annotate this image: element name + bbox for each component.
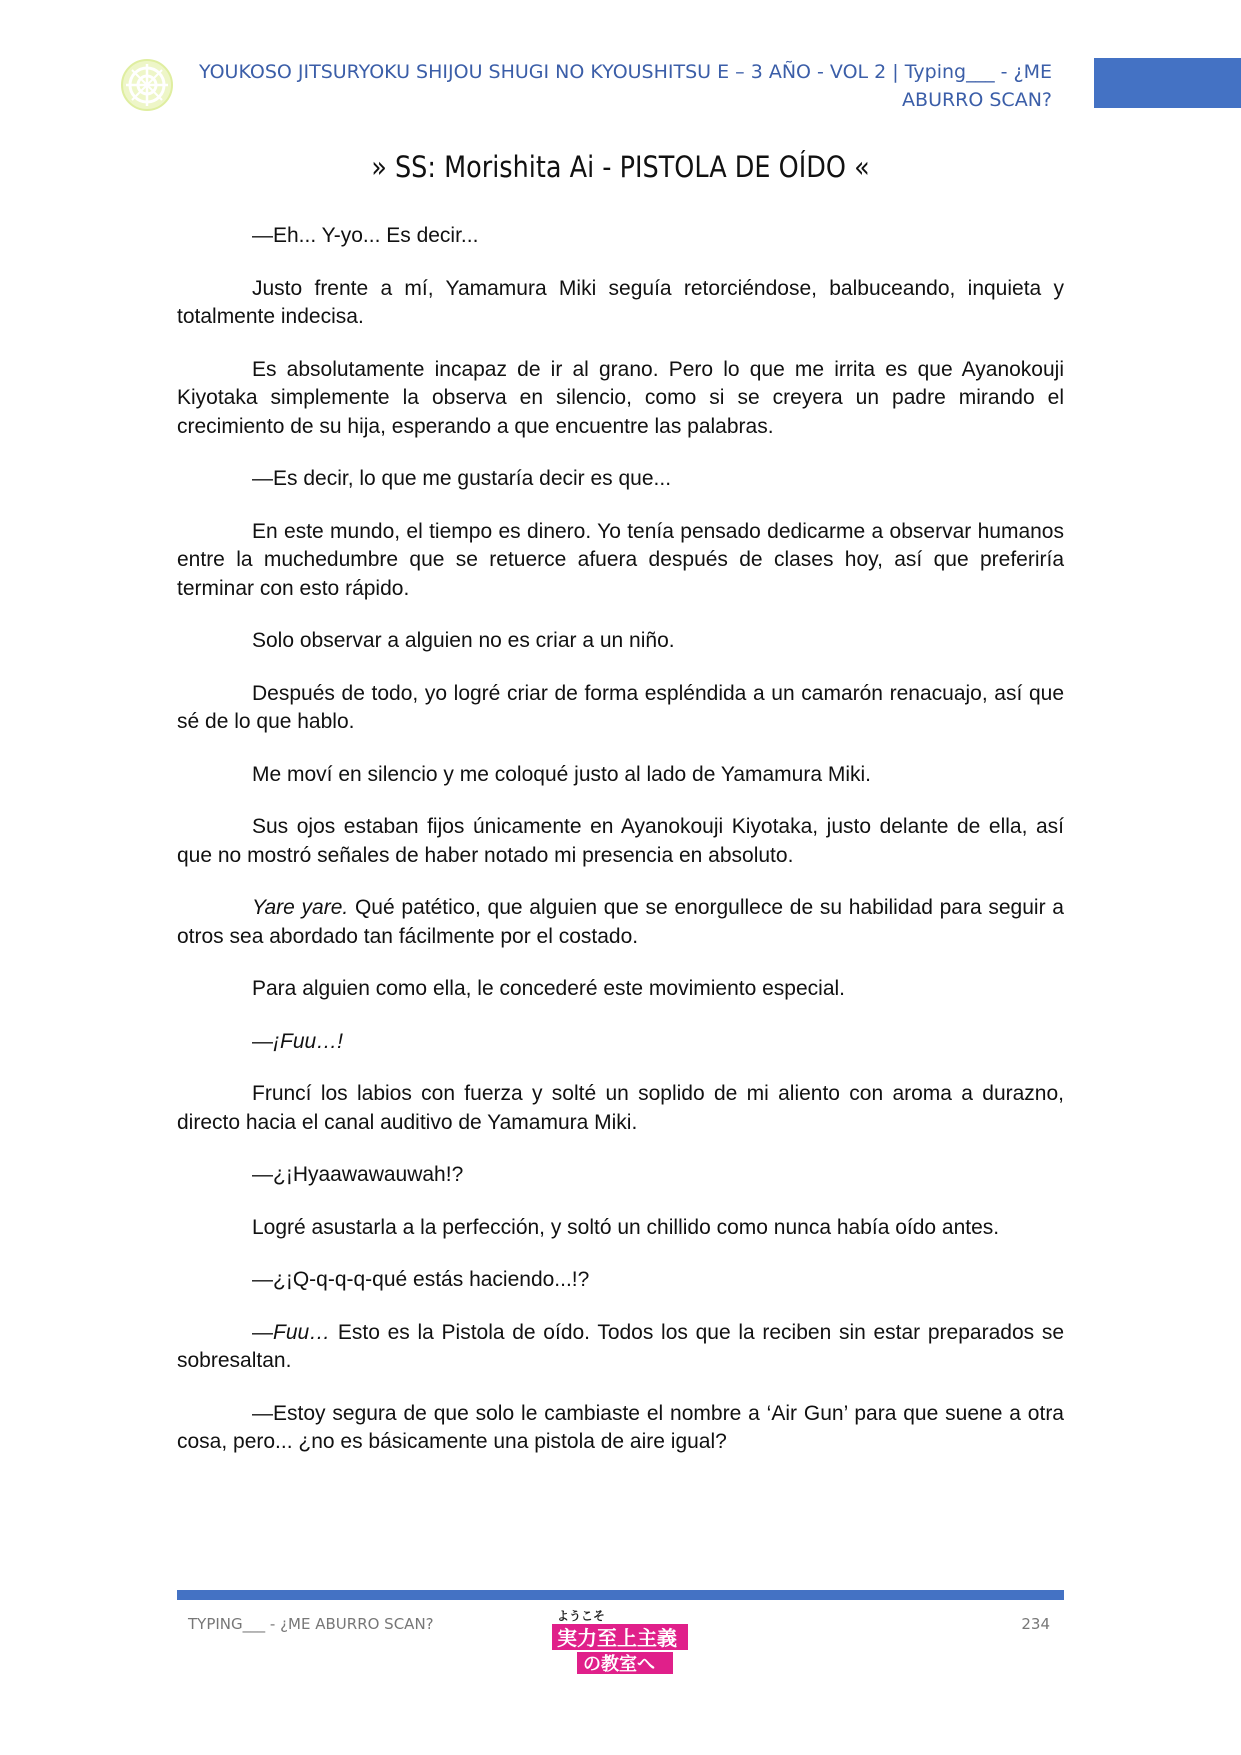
story-paragraph: [177, 518, 1064, 604]
paragraph-text: —Eh... Y-yo... Es decir...: [252, 224, 479, 247]
paragraph-text: Después de todo, yo logré criar de forma espléndida a un camarón renacuajo, así que sé de lo que hablo.: [177, 681, 1064, 733]
running-header: [190, 58, 1052, 114]
paragraph-text: —Es decir, lo que me gustaría decir es que...: [252, 467, 672, 490]
header-accent-bar: [1094, 58, 1241, 108]
footer-rule: [177, 1590, 1064, 1600]
footer-credit: TYPING___ - ¿ME ABURRO SCAN?: [188, 1615, 434, 1633]
story-paragraph: [177, 627, 1064, 656]
paragraph-dash: —: [252, 1320, 273, 1344]
series-logo-main-text: 実力至上主義: [557, 1626, 677, 1650]
page-number: 234: [1021, 1615, 1050, 1633]
story-paragraph: [177, 1214, 1064, 1243]
paragraph-text: —Estoy segura de que solo le cambiaste el nombre a ‘Air Gun’ para que suene a otra cosa, pero... ¿no es básicamente una pistola de aire igual?: [177, 1401, 1064, 1453]
paragraph-italic-text: ¡Fuu…!: [273, 1029, 344, 1053]
paragraph-italic-text: Yare yare.: [252, 896, 349, 919]
story-paragraph: [177, 222, 1064, 251]
series-logo-top-text: ようこそ: [557, 1609, 606, 1623]
paragraph-text: Es absolutamente incapaz de ir al grano. Pero lo que me irrita es que Ayanokouji Kiyotaka simplemente la observa en silencio, como si se creyera un padre mirando el crecimiento de su hija, esperando a que encuentre las palabras.: [177, 357, 1064, 438]
story-paragraph: [177, 1319, 1064, 1376]
scan-group-emblem-icon: [120, 58, 174, 112]
paragraph-text: Sus ojos estaban fijos únicamente en Ayanokouji Kiyotaka, justo delante de ella, así que no mostró señales de haber notado mi presencia en absoluto.: [177, 815, 1064, 867]
story-paragraph: [177, 761, 1064, 790]
running-header-line-2: ABURRO SCAN?: [902, 89, 1052, 111]
paragraph-dash: —: [252, 1029, 273, 1053]
paragraph-text: Solo observar a alguien no es criar a un niño.: [252, 629, 675, 652]
series-logo-icon: [547, 1606, 693, 1676]
paragraph-text: Esto es la Pistola de oído. Todos los que la reciben sin estar preparados se sobresaltan.: [177, 1320, 1064, 1372]
story-paragraph: [177, 356, 1064, 442]
series-logo-bottom-text: の教室へ: [583, 1654, 655, 1675]
story-paragraph: [177, 680, 1064, 737]
running-header-line-1: YOUKOSO JITSURYOKU SHIJOU SHUGI NO KYOUSHITSU E – 3 AÑO - VOL 2 | Typing___ - ¿ME: [199, 61, 1052, 83]
story-paragraph: [177, 1028, 1064, 1057]
paragraph-text: Fruncí los labios con fuerza y solté un soplido de mi aliento con aroma a durazno, directo hacia el canal auditivo de Yamamura Miki.: [177, 1082, 1064, 1134]
paragraph-text: Qué patético, que alguien que se enorgullece de su habilidad para seguir a otros sea abordado tan fácilmente por el costado.: [177, 896, 1064, 948]
story-paragraph: [177, 275, 1064, 332]
paragraph-text: Justo frente a mí, Yamamura Miki seguía retorciéndose, balbuceando, inquieta y totalmente indecisa.: [177, 276, 1064, 328]
paragraph-text: Me moví en silencio y me coloqué justo al lado de Yamamura Miki.: [252, 762, 872, 786]
story-paragraph: [177, 1080, 1064, 1137]
paragraph-text: —¿¡Q-q-q-q-qué estás haciendo...!?: [252, 1268, 590, 1291]
story-paragraph: [177, 1161, 1064, 1190]
story-paragraph: [177, 813, 1064, 870]
paragraph-text: Para alguien como ella, le concederé este movimiento especial.: [252, 977, 845, 1000]
paragraph-text: Logré asustarla a la perfección, y soltó un chillido como nunca había oído antes.: [252, 1215, 1000, 1239]
story-paragraph: [177, 1400, 1064, 1457]
story-paragraph: [177, 975, 1064, 1004]
paragraph-italic-text: Fuu…: [273, 1320, 331, 1344]
paragraph-text: —¿¡Hyaawawauwah!?: [252, 1163, 464, 1186]
story-body: [177, 222, 1064, 1481]
paragraph-text: En este mundo, el tiempo es dinero. Yo tenía pensado dedicarme a observar humanos entre la muchedumbre que se retuerce afuera después de clases hoy, así que preferiría terminar con esto rápido.: [177, 519, 1064, 600]
chapter-title: » SS: Morishita Ai - PISTOLA DE OÍDO «: [371, 150, 870, 184]
story-paragraph: [177, 1266, 1064, 1295]
story-paragraph: [177, 894, 1064, 951]
story-paragraph: [177, 465, 1064, 494]
